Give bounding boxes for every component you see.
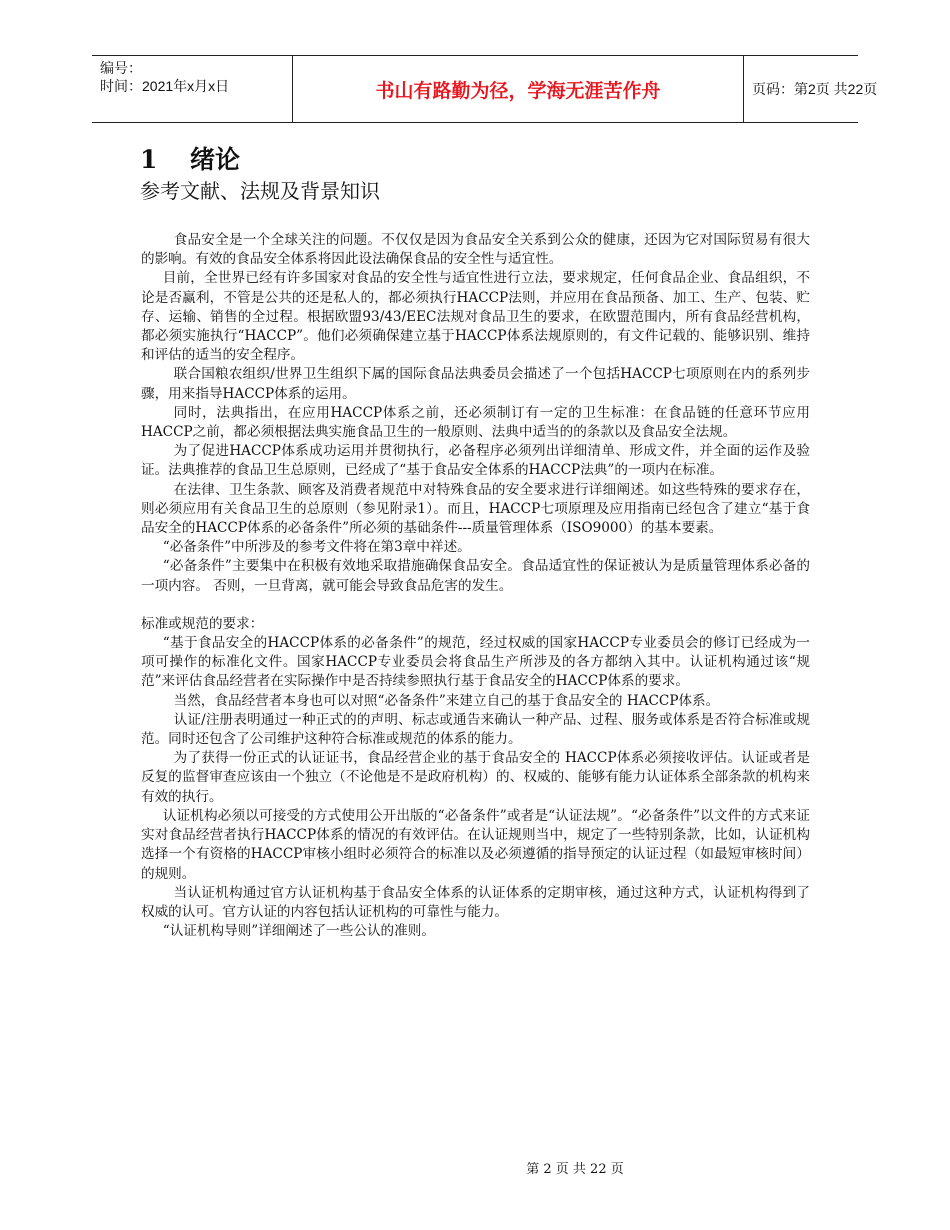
paragraph: “认证机构导则”详细阐述了一些公认的准则。 <box>162 923 435 940</box>
number-label: 编号： <box>100 60 142 76</box>
paragraph: 当然，食品经营者本身也可以对照“必备条件”来建立自己的基于食品安全的 HACCP体系。 <box>173 692 720 709</box>
paragraph: 认证机构必须以可接受的方式使用公开出版的“必备条件”或者是“认证法规”。“必备条件”以文件的方式来证实对食品经营者执行HACCP体系的情况的有效评估。在认证规则当中，规定了一些特别条款，比如，认证机构选择一个有资格的HACCP审核小组时必须符合的标准以及必须遵循的指导预定的认证过程（如最短审核时间）的规则。 <box>141 807 810 882</box>
header-meta <box>92 56 292 122</box>
footer-page-number: 第 2 页 共 22 页 <box>526 1162 624 1177</box>
paragraph: 食品安全是一个全球关注的问题。不仅仅是因为食品安全关系到公众的健康，还因为它对国际贸易有很大的影响。有效的食品安全体系将因此设法确保食品的安全性与适宜性。 <box>141 232 810 268</box>
paragraph: 目前，全世界已经有许多国家对食品的安全性与适宜性进行立法，要求规定，任何食品企业、食品组织，不论是否赢利，不管是公共的还是私人的，都必须执行HACCP法则，并应用在食品预备、加工、生产、包装、贮存、运输、销售的全过程。根据欧盟93/43/EEC法规对食品卫生的要求，在欧盟范围内，所有食品经营机构，都必须实施执行“HACCP”。他们必须确保建立基于HACCP体系法规原则的，有文件记载的、能够识别、维持和评估的适当的安全程序。 <box>141 270 810 364</box>
paragraph: “必备条件”中所涉及的参考文件将在第3章中祥述。 <box>162 539 471 556</box>
paragraph: 当认证机构通过官方认证机构基于食品安全体系的认证体系的定期审核，通过这种方式，认证机构得到了权威的认可。官方认证的内容包括认证机构的可靠性与能力。 <box>141 884 810 920</box>
time-label: 时间：2021年x月x日 <box>100 78 230 94</box>
paragraph: 为了促进HACCP体系成功运用并贯彻执行，必备程序必须列出详细清单、形成文件，并全面的运作及验证。法典推荐的食品卫生总原则，已经成了“基于食品安全体系的HACCP法典”的一项内在标准。 <box>141 443 810 479</box>
header-motto: 书山有路勤为径，学海无涯苦作舟 <box>292 56 744 122</box>
page-footer <box>0 1158 950 1177</box>
paragraph: “基于食品安全的HACCP体系的必备条件”的规范，经过权威的国家HACCP专业委员会的修订已经成为一项可操作的标准化文件。国家HACCP专业委员会将食品生产所涉及的各方都纳入其中。认证机构通过该“规范”来评估食品经营者在实际操作中是否持续参照执行基于食品安全的HACCP体系的要求。 <box>141 635 810 690</box>
paragraph: “必备条件”主要集中在积极有效地采取措施确保食品安全。食品适宜性的保证被认为是质量管理体系必备的一项内容。 否则，一旦背离，就可能会导致食品危害的发生。 <box>141 558 810 594</box>
section-label: 标准或规范的要求： <box>141 615 264 632</box>
body-text <box>141 231 810 941</box>
chapter-subtitle: 参考文献、法规及背景知识 <box>140 179 380 203</box>
chapter-title: 绪论 <box>190 145 241 174</box>
header-page-info: 页码：第2页 共22页 <box>752 81 878 97</box>
paragraph: 同时，法典指出，在应用HACCP体系之前，还必须制订有一定的卫生标准：在食品链的任意环节应用HACCP之前，都必须根据法典实施食品卫生的一般原则、法典中适当的的条款以及食品安全法规。 <box>141 404 810 441</box>
paragraph: 认证/注册表明通过一种正式的的声明、标志或通告来确认一种产品、过程、服务或体系是否符合标准或规范。同时还包含了公司维护这种符合标准或规范的体系的能力。 <box>141 711 810 748</box>
paragraph: 在法律、卫生条款、顾客及消费者规范中对特殊食品的安全要求进行详细阐述。如这些特殊的要求存在，则必须应用有关食品卫生的总原则（参见附录1）。而且，HACCP七项原理及应用指南已经包含了建立“基于食品安全的HACCP体系的必备条件”所必须的基础条件---质量管理体系（ISO9000）的基本要素。 <box>141 481 810 537</box>
paragraph: 联合国粮农组织/世界卫生组织下属的国际食品法典委员会描述了一个包括HACCP七项原则在内的系列步骤，用来指导HACCP体系的运用。 <box>141 366 810 402</box>
chapter-number: 1 <box>140 145 158 174</box>
chapter-heading <box>140 144 240 176</box>
page-header <box>92 55 878 123</box>
paragraph: 为了获得一份正式的认证证书，食品经营企业的基于食品安全的 HACCP体系必须接收评估。认证或者是反复的监督审查应该由一个独立（不论他是不是政府机构）的、权威的、能够有能力认证体系全部条款的机构来有效的执行。 <box>141 750 810 805</box>
